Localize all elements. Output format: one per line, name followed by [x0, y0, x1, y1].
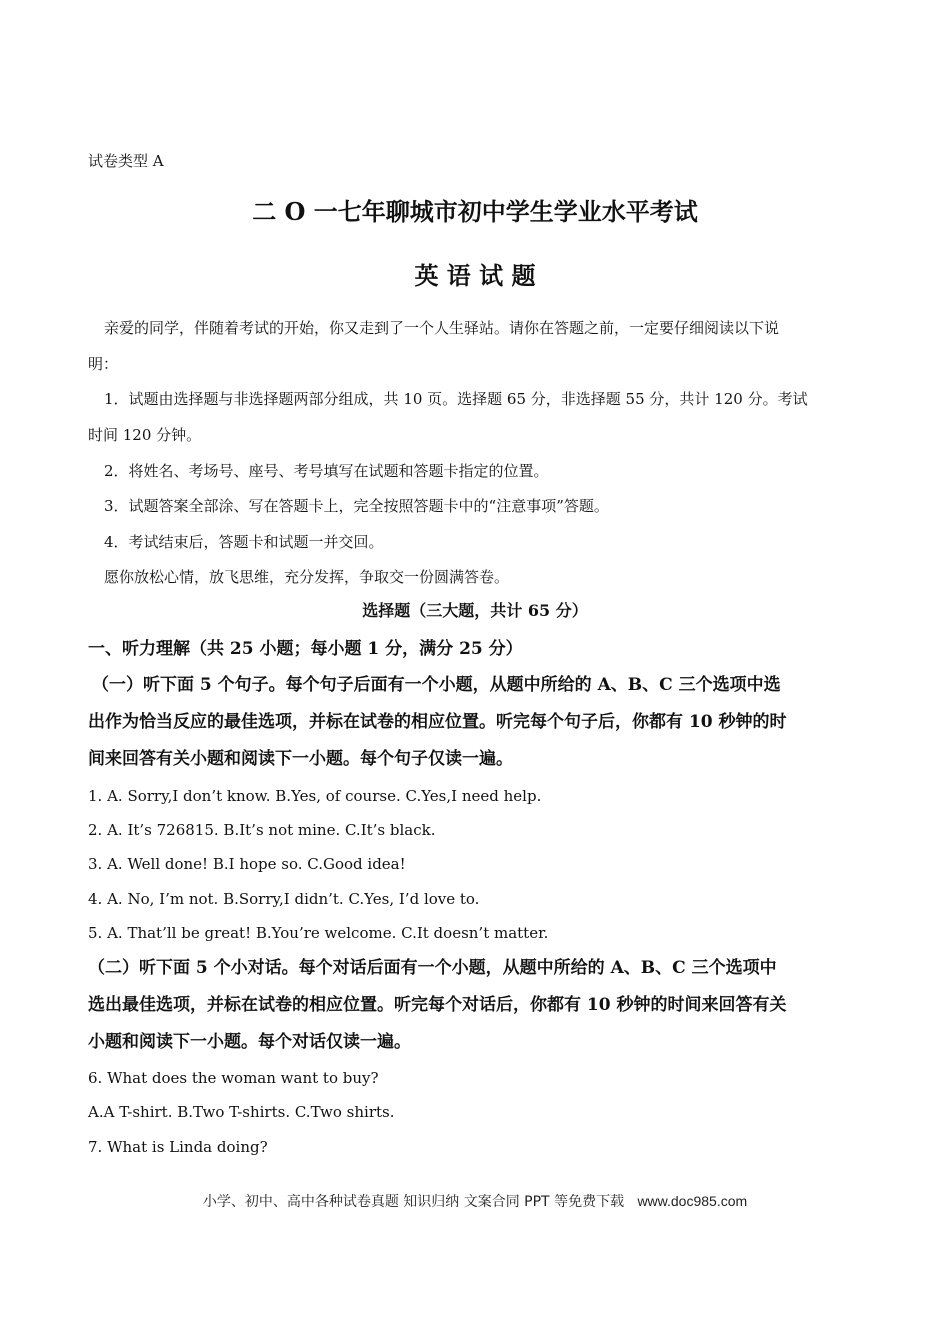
- wish-text: 愿你放松心情，放飞思维，充分发挥，争取交一份圆满答卷。: [104, 568, 510, 586]
- rule-4: 4．考试结束后，答题卡和试题一并交回。: [104, 533, 384, 551]
- page-footer: [0, 1191, 950, 1211]
- question-7: 7. What is Linda doing?: [88, 1138, 268, 1156]
- exam-title: 二 O 一七年聊城市初中学生学业水平考试: [252, 197, 698, 226]
- sub2-line2: 选出最佳选项，并标在试卷的相应位置。听完每个对话后，你都有 10 秒钟的时间来回答有关: [88, 995, 787, 1015]
- footer-text: 小学、初中、高中各种试卷真题 知识归纳 文案合同 PPT 等免费下载: [202, 1194, 625, 1210]
- question-3: 3. A. Well done! B.I hope so. C.Good idea!: [88, 855, 406, 873]
- question-4: 4. A. No, I’m not. B.Sorry,I didn’t. C.Yes, I’d love to.: [88, 890, 480, 908]
- section-heading: 选择题（三大题，共计 65 分）: [362, 601, 588, 620]
- rule-1-line1: 1．试题由选择题与非选择题两部分组成，共 10 页。选择题 65 分，非选择题 55 分，共计 120 分。考试: [104, 390, 808, 408]
- rule-2: 2．将姓名、考场号、座号、考号填写在试题和答题卡指定的位置。: [104, 462, 549, 480]
- paper-type-label: 试卷类型 A: [88, 152, 164, 170]
- footer-site-link[interactable]: www.doc985.com: [637, 1193, 748, 1209]
- rule-3: 3．试题答案全部涂、写在答题卡上，完全按照答题卡中的“注意事项”答题。: [104, 497, 609, 515]
- question-2: 2. A. It’s 726815. B.It’s not mine. C.It’s black.: [88, 821, 436, 839]
- question-1: 1. A. Sorry,I don’t know. B.Yes, of course. C.Yes,I need help.: [88, 787, 542, 805]
- exam-subtitle: 英 语 试 题: [414, 261, 536, 290]
- sub1-line2: 出作为恰当反应的最佳选项，并标在试卷的相应位置。听完每个句子后，你都有 10 秒钟的时: [88, 712, 787, 732]
- question-5: 5. A. That’ll be great! B.You’re welcome. C.It doesn’t matter.: [88, 924, 549, 942]
- rule-1-line2: 时间 120 分钟。: [88, 426, 202, 444]
- intro-greeting-line2: 明：: [88, 355, 119, 373]
- question-6-options: A.A T-shirt. B.Two T-shirts. C.Two shirts.: [88, 1103, 395, 1121]
- sub2-line1: （二）听下面 5 个小对话。每个对话后面有一个小题，从题中所给的 A、B、C 三个选项中: [88, 958, 777, 978]
- intro-greeting-line1: 亲爱的同学，伴随着考试的开始，你又走到了一个人生驿站。请你在答题之前，一定要仔细阅读以下说: [104, 319, 780, 337]
- question-6: 6. What does the woman want to buy?: [88, 1069, 379, 1087]
- part-1-heading: 一、听力理解（共 25 小题；每小题 1 分，满分 25 分）: [88, 639, 523, 659]
- sub2-line3: 小题和阅读下一小题。每个对话仅读一遍。: [88, 1032, 411, 1052]
- sub1-line1: （一）听下面 5 个句子。每个句子后面有一个小题，从题中所给的 A、B、C 三个选项中选: [92, 675, 781, 695]
- sub1-line3: 间来回答有关小题和阅读下一小题。每个句子仅读一遍。: [88, 749, 513, 769]
